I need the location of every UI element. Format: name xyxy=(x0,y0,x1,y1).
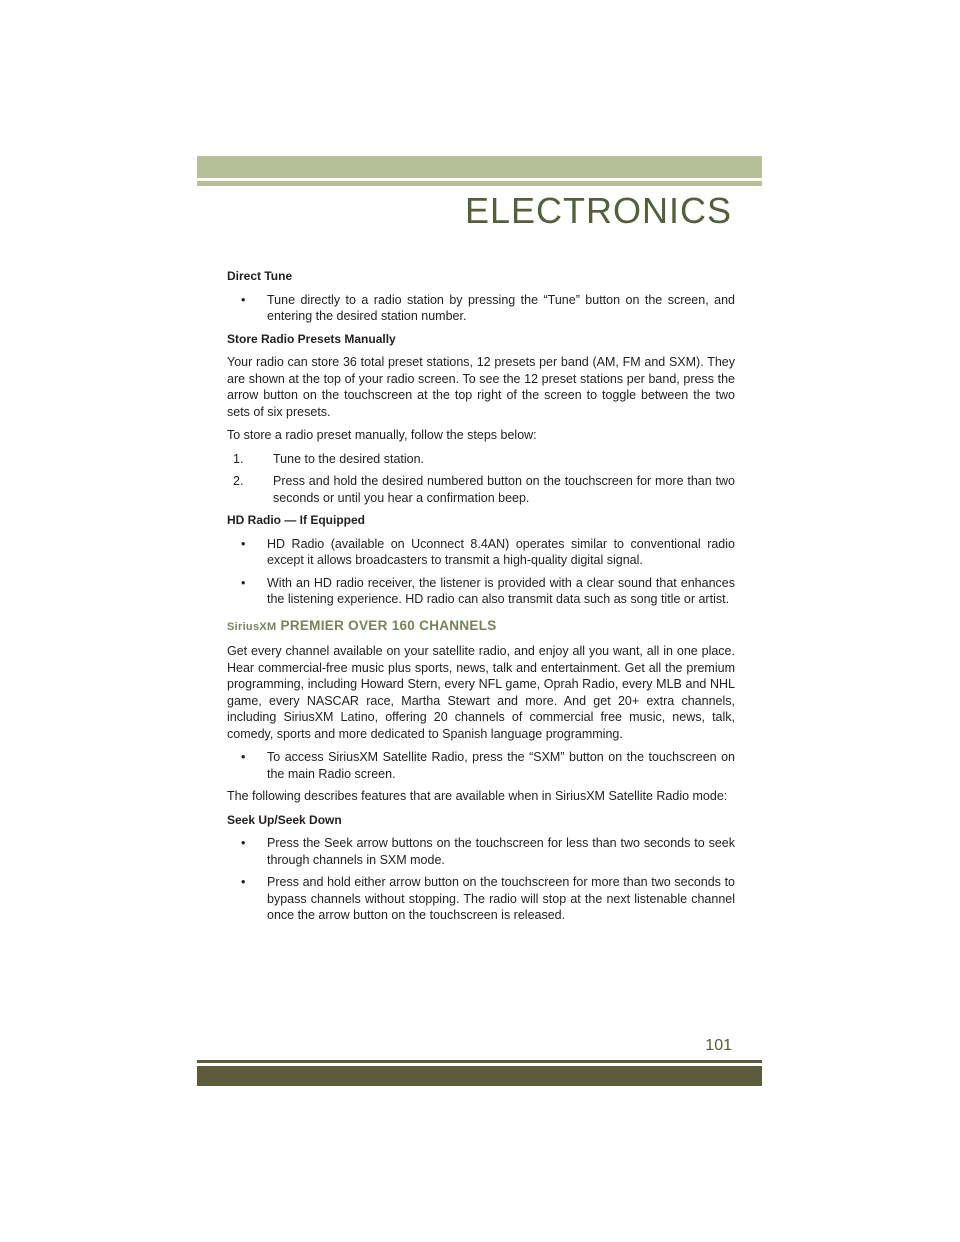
page-content xyxy=(227,268,735,930)
bullet-mark: • xyxy=(241,836,246,850)
bullet-mark: • xyxy=(241,750,246,764)
paragraph: Your radio can store 36 total preset stations, 12 presets per band (AM, FM and SXM). They are shown at the top of your radio screen. To see the 12 preset stations per band, press the arrow button on the touchscreen at the top right of the screen to toggle between the two sets of six presets. xyxy=(227,355,735,419)
bullet-mark: • xyxy=(241,292,246,307)
bullet-item: • Tune directly to a radio station by pressing the “Tune” button on the screen, and entering the desired station number. xyxy=(227,292,735,325)
paragraph: The following describes features that are available when in SiriusXM Satellite Radio mode: xyxy=(227,789,728,803)
paragraph: Get every channel available on your satellite radio, and enjoy all you want, all in one place. Hear commercial-free music plus sports, news, talk and entertainment. Get all the premium programming, including Howard Stern, every NFL game, Oprah Radio, every MLB and NHL game, every NASCAR race, Martha Stewart and more. And get 20+ extra channels, including SiriusXM Latino, offering 20 channels of commercial free music, news, talk, comedy, sports and more dedicated to Spanish language programming. xyxy=(227,644,735,741)
step-number: 2. xyxy=(233,474,244,488)
heading-hd-radio: HD Radio — If Equipped xyxy=(227,513,365,527)
bullet-mark: • xyxy=(241,875,246,889)
step-number: 1. xyxy=(233,451,244,466)
bullet-mark: • xyxy=(241,536,246,551)
header-band xyxy=(197,156,762,178)
bullet-item: • Press and hold either arrow button on the touchscreen for more than two seconds to bypass channels without stopping. The radio will stop at the next listenable channel once the arrow button on the touchscreen is released. xyxy=(227,874,735,924)
step-item: 1. Tune to the desired station. xyxy=(227,451,735,468)
section-heading-siriusxm: SiriusXM PREMIER OVER 160 CHANNELS xyxy=(227,617,497,633)
paragraph: To store a radio preset manually, follow the steps below: xyxy=(227,428,537,442)
page-number: 101 xyxy=(705,1037,732,1054)
bullet-item: • HD Radio (available on Uconnect 8.4AN) operates similar to conventional radio except it allows broadcasters to transmit a high-quality digital signal. xyxy=(227,536,735,569)
siriusxm-brand: SiriusXM xyxy=(227,620,277,633)
footer-band xyxy=(197,1066,762,1086)
bullet-item: • To access SiriusXM Satellite Radio, press the “SXM” button on the touchscreen on the main Radio screen. xyxy=(227,749,735,782)
step-item: 2. Press and hold the desired numbered button on the touchscreen for more than two seconds or until you hear a confirmation beep. xyxy=(227,473,735,506)
section-title: ELECTRONICS xyxy=(464,190,732,231)
heading-store-presets: Store Radio Presets Manually xyxy=(227,331,396,346)
header-band-rule xyxy=(197,181,762,186)
bullet-item: • Press the Seek arrow buttons on the touchscreen for less than two seconds to seek through channels in SXM mode. xyxy=(227,835,735,868)
bullet-item: • With an HD radio receiver, the listener is provided with a clear sound that enhances the listening experience. HD radio can also transmit data such as song title or artist. xyxy=(227,575,735,608)
bullet-mark: • xyxy=(241,575,246,590)
footer-band-rule xyxy=(197,1060,762,1063)
heading-seek: Seek Up/Seek Down xyxy=(227,812,342,827)
heading-direct-tune: Direct Tune xyxy=(227,269,293,283)
